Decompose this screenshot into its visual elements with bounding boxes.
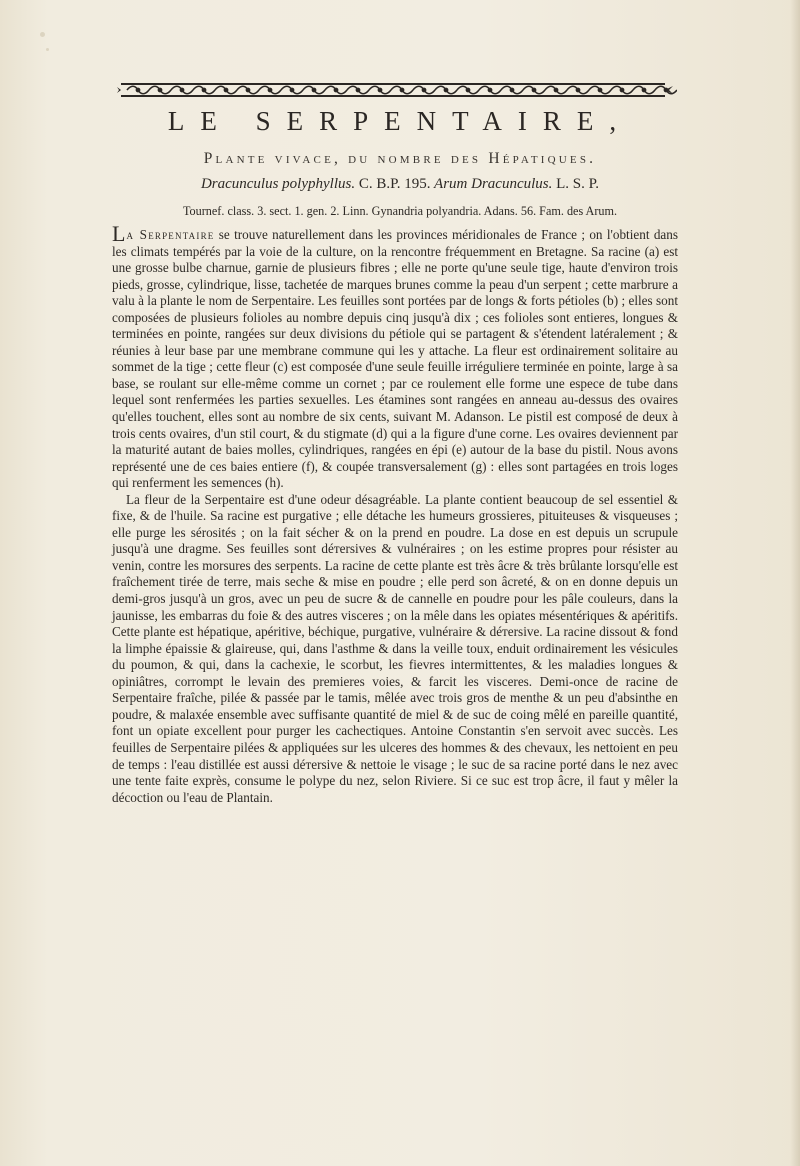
latin-reference: C. B.P. 195.	[358, 176, 431, 192]
ornament-band-icon	[117, 80, 677, 100]
page-edge-shadow	[790, 0, 800, 1166]
page-title: LE SERPENTAIRE,	[167, 106, 633, 136]
latin-name-2: Arum Dracunculus.	[434, 176, 553, 192]
lead-words: a Serpentaire	[126, 227, 215, 242]
paragraph-1-text: se trouve naturellement dans les provinces méridionales de France ; on l'obtient dans les climats tempérés par la voie de la culture, on la rencontre fréquemment en Bretagne. Sa racine (a) est une grosse bulbe charnue, garnie de plusieurs fibres ; elle ne porte qu'une seule tige, haute d'environ trois pieds, grosse, cylindrique, lisse, tachetée de marques brunes comme la peau d'un serpent ; cette marbrure a valu à la plante le nom de Serpentaire. Les feuilles sont portées par de longs & forts pétioles (b) ; elles sont composées de plusieurs folioles au nombre depuis cinq jusqu'à dix ; ces folioles sont entieres, longues & terminées en pointe, rangées sur deux divisions du pétiole qui se partagent & s'étendent latéralement ; & réunies à leur base par une membrane commune qui les y attache. La fleur est ordinairement solitaire au sommet de la tige ; cette fleur (c) est composée d'une seule feuille irréguliere terminée en pointe, large à sa base, se roulant sur elle-même comme un cornet ; par ce roulement elle forme une espece de tube dans lequel sont renfermées les parties sexuelles. Les étamines sont rangées en anneau au-dessus des ovaires qu'elles touchent, elles sont au nombre de six cents, suivant M. Adanson. Le pistil est composé de deux à trois cents ovaires, d'un stil court, & du stigmate (d) qui a la figure d'une corne. Les ovaires deviennent par la maturité autant de baies molles, cylindriques, rangées en épi (e) autour de la base du pistil. Nous avons représenté une de ces baies entiere (f), & coupée transversalement (g) : elles sont partagées en trois loges qui renferment les semences (h).	[112, 227, 678, 491]
latin-name: Dracunculus polyphyllus.	[200, 176, 356, 192]
article-body	[112, 221, 678, 806]
classification-references: Tournef. class. 3. sect. 1. gen. 2. Linn. Gynandria polyandria. Adans. 56. Fam. des Arum.	[182, 204, 618, 218]
paragraph-2: La fleur de la Serpentaire est d'une odeur désagréable. La plante contient beaucoup de sel essentiel & fixe, & de l'huile. Sa racine est purgative ; elle détache les humeurs grossieres, pituiteuses & visqueuses ; elle purge les sérosités ; on la fait sécher & on la prend en poudre. La dose en est depuis un scrupule jusqu'à une dragme. Ses feuilles sont déтersives & vulnéraires ; on les estime propres pour résister au venin, contre les morsures des serpents. La racine de cette plante est très âcre & très brûlante lorsqu'elle est fraîchement tirée de terre, mais seche & mise en poudre ; elle perd son âcreté, & on en donne depuis un demi-gros jusqu'à un gros, avec un peu de sucre & de cannelle en poudre pour les pâle couleurs, dans la jaunisse, les embarras du foie & des autres visceres ; on la mêle dans les opiates mésentériques & apéritifs. Cette plante est hépatique, apéritive, béchique, purgative, vulnéraire & déтersive. La racine dissout & fond la limphe épaissie & glaireuse, qui, dans l'asthme & dans la veille toux, enduit ordinairement les vésicules du poumon, & qui, dans la cachexie, le scorbut, les fievres intermittentes, & les maladies longues & opiniâtres, corrompt le levain des premieres voies, & farcit les visceres. Demi-once de racine de Serpentaire fraîche, pilée & passée par le tamis, mêlée avec trois gros de menthe & un peu d'absinthe en poudre, & malaxée ensemble avec suffisante quantité de miel & de suc de coing mêlé en pareille quantité, font un opiate excellent pour purger les cachectiques. Antoine Constantin s'en servoit avec succès. Les feuilles de Serpentaire pilées & appliquées sur les ulceres des hommes & des chevaux, les nettoient en peu de temps : l'eau distillée est aussi déтersive & nettoie le visage ; le suc de sa racine porté dans le nez avec une tente faite exprès, consume le polype du nez, selon Riviere. Si ce suc est trop âcre, il faut y mêler la décoction ou l'eau de Plantain.	[112, 491, 678, 805]
latin-reference-2: L. S. P.	[556, 176, 600, 192]
latin-names	[0, 176, 800, 193]
page-subtitle: Plante vivace, du nombre des Hépatiques.	[203, 150, 597, 167]
paper-stain	[40, 32, 45, 37]
paragraph-1	[112, 221, 678, 492]
drop-cap: L	[112, 221, 126, 246]
paper-stain	[46, 48, 49, 51]
